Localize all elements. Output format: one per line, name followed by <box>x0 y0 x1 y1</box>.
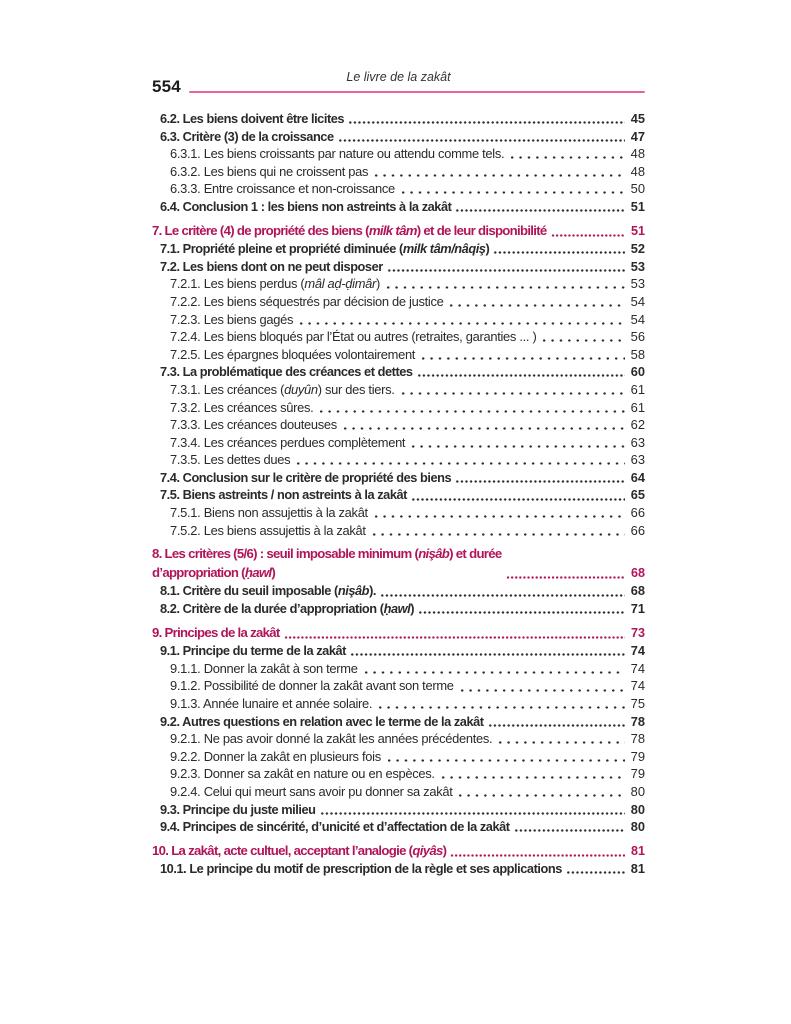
entry-page-number: 79 <box>630 766 645 782</box>
dot-leader <box>368 163 628 181</box>
entry-page-number: 52 <box>630 241 645 257</box>
dot-leader <box>443 293 627 311</box>
toc-entry <box>160 818 645 836</box>
toc-entry <box>170 346 645 364</box>
dot-leader <box>334 128 628 146</box>
entry-label: 9.3. Principe du juste milieu <box>160 801 316 817</box>
entry-page-number: 80 <box>630 801 645 817</box>
entry-label: 7. Le critère (4) de propriété des biens (milk tâm) et de leur disponibilité <box>152 222 547 238</box>
entry-label: 7.2.2. Les biens séquestrés par décision de justice <box>170 293 444 309</box>
entry-label: 7.4. Conclusion sur le critère de propriété des biens <box>160 469 452 485</box>
dot-leader <box>510 818 628 836</box>
header-rule <box>189 91 645 93</box>
entry-page-number: 74 <box>630 660 645 676</box>
dot-leader <box>358 660 628 678</box>
toc-entry <box>170 293 645 311</box>
toc-entry <box>160 198 645 216</box>
entry-label: 6.3.1. Les biens croissants par nature ou attendu comme tels. <box>170 146 505 162</box>
entry-page-number: 81 <box>630 861 645 877</box>
dot-leader <box>381 748 628 766</box>
dot-leader <box>407 486 628 504</box>
entry-page-number: 80 <box>630 819 645 835</box>
toc-entry <box>170 748 645 766</box>
entry-page-number: 74 <box>630 643 645 659</box>
entry-page-number: 64 <box>630 469 645 485</box>
toc-entry <box>152 222 645 241</box>
entry-label: 7.3.4. Les créances perdues complètement <box>170 434 406 450</box>
entry-label: 7.2.3. Les biens gagés <box>170 311 294 327</box>
toc-entry <box>170 311 645 329</box>
toc-entry <box>160 486 645 504</box>
entry-page-number: 53 <box>630 276 645 292</box>
dot-leader <box>414 600 628 618</box>
toc-entry <box>160 860 645 878</box>
toc-entry <box>160 128 645 146</box>
entry-label: 7.2.5. Les épargnes bloquées volontairement <box>170 346 416 362</box>
dot-leader <box>492 730 627 748</box>
toc-entry <box>170 677 645 695</box>
running-title: Le livre de la zakât <box>346 70 451 84</box>
toc-entry <box>170 381 645 399</box>
dot-leader <box>502 564 628 583</box>
dot-leader <box>452 783 627 801</box>
dot-leader <box>313 399 627 417</box>
entry-label: 9.1.3. Année lunaire et année solaire. <box>170 696 373 711</box>
toc-entry <box>170 730 645 748</box>
dot-leader <box>380 275 628 293</box>
toc <box>152 110 645 878</box>
dot-leader <box>395 180 628 198</box>
dot-leader <box>405 434 627 452</box>
entry-page-number: 66 <box>630 522 645 538</box>
entry-label: 6.2. Les biens doivent être licites <box>160 111 345 126</box>
entry-label: 7.2.1. Les biens perdus (mâl aḍ-ḍimâr) <box>170 276 381 292</box>
dot-leader <box>368 504 628 522</box>
entry-page-number: 78 <box>630 713 645 729</box>
entry-label: 9.2. Autres questions en relation avec le terme de la zakât <box>160 713 484 729</box>
dot-leader <box>316 801 628 819</box>
entry-page-number: 62 <box>630 417 645 433</box>
entry-page-number: 45 <box>630 111 645 126</box>
toc-entry <box>170 451 645 469</box>
entry-label: 6.3.2. Les biens qui ne croissent pas <box>170 163 369 179</box>
dot-leader <box>562 860 628 878</box>
entry-label: 9.2.4. Celui qui meurt sans avoir pu donner sa zakât <box>170 783 453 799</box>
entry-page-number: 54 <box>630 293 645 309</box>
entry-label: 10. La zakât, acte cultuel, acceptant l’analogie (qiyâs) <box>152 842 447 858</box>
toc-entry <box>152 624 645 643</box>
dot-leader <box>395 381 628 399</box>
toc-entry <box>160 110 645 128</box>
entry-page-number: 63 <box>630 434 645 450</box>
entry-label: 8. Les critères (5/6) : seuil imposable minimum (nişâb) et durée d’appropriation (ḥawl) <box>152 546 502 580</box>
entry-label: 9.1. Principe du terme de la zakât <box>160 643 346 659</box>
entry-page-number: 58 <box>630 346 645 362</box>
entry-page-number: 68 <box>630 583 645 599</box>
dot-leader <box>366 522 628 540</box>
entry-label: 9.1.2. Possibilité de donner la zakât avant son terme <box>170 678 454 694</box>
toc-entry <box>170 660 645 678</box>
entry-label: 7.1. Propriété pleine et propriété diminuée (milk tâm/nâqiş) <box>160 241 490 257</box>
entry-label: 9.1.1. Donner la zakât à son terme <box>170 660 358 676</box>
entry-label: 9.2.3. Donner sa zakât en nature ou en espèces. <box>170 766 435 782</box>
toc-entry <box>160 469 645 487</box>
entry-label: 7.2. Les biens dont on ne peut disposer <box>160 258 383 274</box>
toc-entry <box>152 842 645 861</box>
entry-page-number: 48 <box>630 146 645 162</box>
toc-entry <box>160 582 645 600</box>
entry-label: 7.2.4. Les biens bloqués par l’État ou autres (retraites, garanties ... ) <box>170 329 537 345</box>
entry-page-number: 78 <box>630 731 645 747</box>
entry-page-number: 73 <box>630 625 645 640</box>
entry-page-number: 61 <box>630 381 645 397</box>
entry-page-number: 79 <box>630 748 645 764</box>
toc-entry <box>170 522 645 540</box>
entry-label: 7.3. La problématique des créances et dettes <box>160 364 413 380</box>
page-header <box>152 68 645 98</box>
toc-entry <box>170 163 645 181</box>
dot-leader <box>489 240 627 258</box>
entry-label: 6.3.3. Entre croissance et non-croissance <box>170 181 395 197</box>
toc-entry <box>170 180 645 198</box>
dot-leader <box>451 469 628 487</box>
entry-page-number: 56 <box>630 329 645 345</box>
entry-page-number: 47 <box>630 128 645 144</box>
entry-label: 8.1. Critère du seuil imposable (nişâb). <box>160 583 376 599</box>
toc-entry <box>170 765 645 783</box>
entry-label: 9.4. Principes de sincérité, d’unicité et d’affectation de la zakât <box>160 819 510 835</box>
entry-label: 9.2.2. Donner la zakât en plusieurs fois <box>170 748 381 764</box>
entry-page-number: 50 <box>630 181 645 197</box>
toc-entry <box>170 399 645 417</box>
entry-page-number: 68 <box>630 565 645 580</box>
toc-entry <box>170 434 645 452</box>
dot-leader <box>504 145 627 163</box>
toc-entry <box>170 416 645 434</box>
toc-entry <box>170 328 645 346</box>
dot-leader <box>344 110 628 128</box>
entry-label: 7.3.5. Les dettes dues <box>170 452 291 468</box>
toc-entry <box>170 783 645 801</box>
dot-leader <box>337 416 628 434</box>
entry-page-number: 66 <box>630 505 645 521</box>
dot-leader <box>446 842 628 861</box>
dot-leader <box>415 346 628 364</box>
dot-leader <box>435 765 628 783</box>
entry-label: 6.4. Conclusion 1 : les biens non astreints à la zakât <box>160 198 452 214</box>
toc-entry <box>170 695 645 713</box>
dot-leader <box>413 363 628 381</box>
dot-leader <box>280 624 628 643</box>
entry-page-number: 75 <box>630 696 645 711</box>
entry-page-number: 60 <box>630 364 645 380</box>
toc-entry <box>160 240 645 258</box>
toc-entry <box>170 145 645 163</box>
toc-entry <box>152 545 645 582</box>
entry-label: 7.3.2. Les créances sûres. <box>170 399 314 415</box>
dot-leader <box>376 582 628 600</box>
entry-page-number: 48 <box>630 163 645 179</box>
toc-entry <box>160 713 645 731</box>
dot-leader <box>451 198 627 216</box>
toc-entry <box>160 642 645 660</box>
entry-label: 8.2. Critère de la durée d’appropriation (ḥawl) <box>160 601 415 617</box>
entry-page-number: 51 <box>630 223 645 238</box>
entry-label: 9.2.1. Ne pas avoir donné la zakât les années précédentes. <box>170 731 493 747</box>
toc-entry <box>160 600 645 618</box>
toc-entry <box>170 275 645 293</box>
toc-entry <box>160 258 645 276</box>
entry-label: 6.3. Critère (3) de la croissance <box>160 128 334 144</box>
entry-page-number: 54 <box>630 311 645 327</box>
page-number: 554 <box>152 77 181 96</box>
dot-leader <box>454 677 628 695</box>
entry-page-number: 61 <box>630 399 645 415</box>
dot-leader <box>293 311 628 329</box>
entry-page-number: 71 <box>630 601 645 617</box>
dot-leader <box>484 713 628 731</box>
entry-label: 7.5.2. Les biens assujettis à la zakât <box>170 522 366 538</box>
entry-page-number: 51 <box>630 198 645 214</box>
dot-leader <box>290 451 627 469</box>
entry-page-number: 53 <box>630 258 645 274</box>
entry-label: 7.5.1. Biens non assujettis à la zakât <box>170 505 368 521</box>
entry-page-number: 63 <box>630 452 645 468</box>
dot-leader <box>536 328 627 346</box>
entry-label: 9. Principes de la zakât <box>152 624 280 640</box>
entry-label: 10.1. Le principe du motif de prescription de la règle et ses applications <box>160 861 562 877</box>
dot-leader <box>372 695 627 713</box>
entry-page-number: 80 <box>630 783 645 799</box>
entry-page-number: 81 <box>630 843 645 858</box>
entry-label: 7.3.3. Les créances douteuses <box>170 417 337 433</box>
entry-page-number: 65 <box>630 487 645 503</box>
dot-leader <box>547 222 628 241</box>
dot-leader <box>346 642 628 660</box>
toc-entry <box>170 504 645 522</box>
entry-label: 7.5. Biens astreints / non astreints à la zakât <box>160 487 407 503</box>
entry-label: 7.3.1. Les créances (duyûn) sur des tiers. <box>170 381 395 397</box>
toc-entry <box>160 363 645 381</box>
entry-page-number: 74 <box>630 678 645 694</box>
toc-entry <box>160 801 645 819</box>
dot-leader <box>383 258 628 276</box>
